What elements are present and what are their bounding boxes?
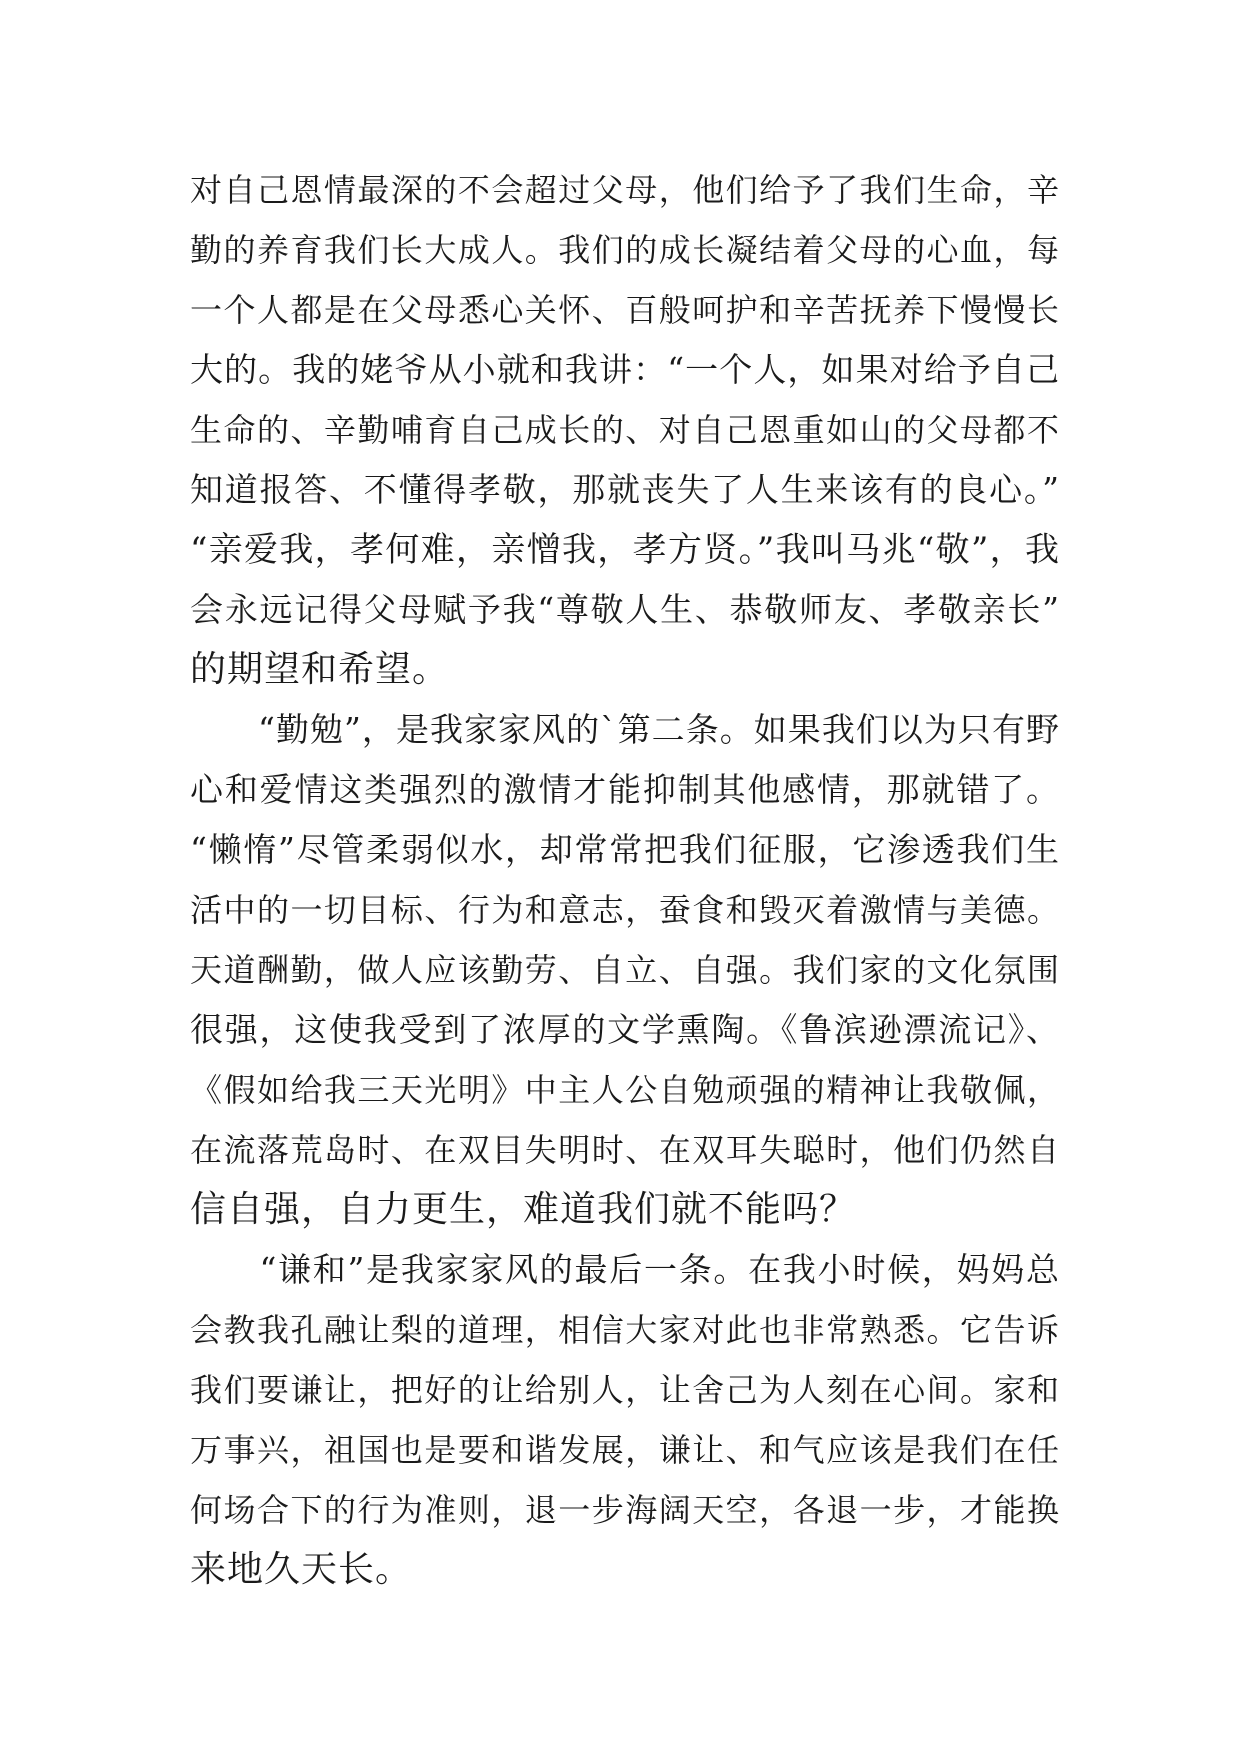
text-line: 一个人都是在父母悉心关怀、百般呵护和辛苦抚养下慢慢长 [190,291,1060,329]
text-line: 在流落荒岛时、在双目失明时、在双耳失聪时，他们仍然自 [190,1131,1060,1169]
text-line: 对自己恩情最深的不会超过父母，他们给予了我们生命，辛 [190,171,1060,209]
text-line: 万事兴，祖国也是要和谐发展，谦让、和气应该是我们在任 [190,1431,1060,1469]
text-line: “谦和”是我家家风的最后一条。在我小时候，妈妈总 [190,1250,1060,1289]
text-line: 天道酬勤，做人应该勤劳、自立、自强。我们家的文化氛围 [190,951,1060,989]
text-line: 信自强，自力更生，难道我们就不能吗？ [190,1189,857,1230]
text-line: “亲爱我，孝何难，亲憎我，孝方贤。”我叫马兆“敬”，我 [190,530,1060,570]
body-text [190,160,1060,1600]
text-line: 何场合下的行为准则，退一步海阔天空，各退一步，才能换 [190,1491,1060,1529]
text-line: “勤勉”，是我家家风的`第二条。如果我们以为只有野 [190,710,1060,749]
text-line: 很强，这使我受到了浓厚的文学熏陶。《鲁滨逊漂流记》、 [190,1010,1060,1049]
text-line: 知道报答、不懂得孝敬，那就丧失了人生来该有的良心。” [190,470,1060,509]
text-line: 活中的一切目标、行为和意志，蚕食和毁灭着激情与美德。 [190,891,1060,929]
text-line: 来地久天长。 [190,1549,413,1590]
text-line: 心和爱情这类强烈的激情才能抑制其他感情，那就错了。 [190,770,1060,809]
text-line: 会教我孔融让梨的道理，相信大家对此也非常熟悉。它告诉 [190,1311,1060,1349]
text-line: 生命的、辛勤哺育自己成长的、对自己恩重如山的父母都不 [190,411,1060,449]
text-line: 大的。我的姥爷从小就和我讲：“一个人，如果对给予自己 [190,350,1060,389]
text-line: 《假如给我三天光明》中主人公自勉顽强的精神让我敬佩， [190,1071,1060,1109]
text-line: 的期望和希望。 [190,649,450,690]
text-line: 会永远记得父母赋予我“尊敬人生、恭敬师友、孝敬亲长” [190,590,1060,629]
text-line: 勤的养育我们长大成人。我们的成长凝结着父母的心血，每 [190,231,1060,269]
text-line: 我们要谦让，把好的让给别人，让舍己为人刻在心间。家和 [190,1371,1060,1409]
text-line: “懒惰”尽管柔弱似水，却常常把我们征服，它渗透我们生 [190,830,1060,869]
